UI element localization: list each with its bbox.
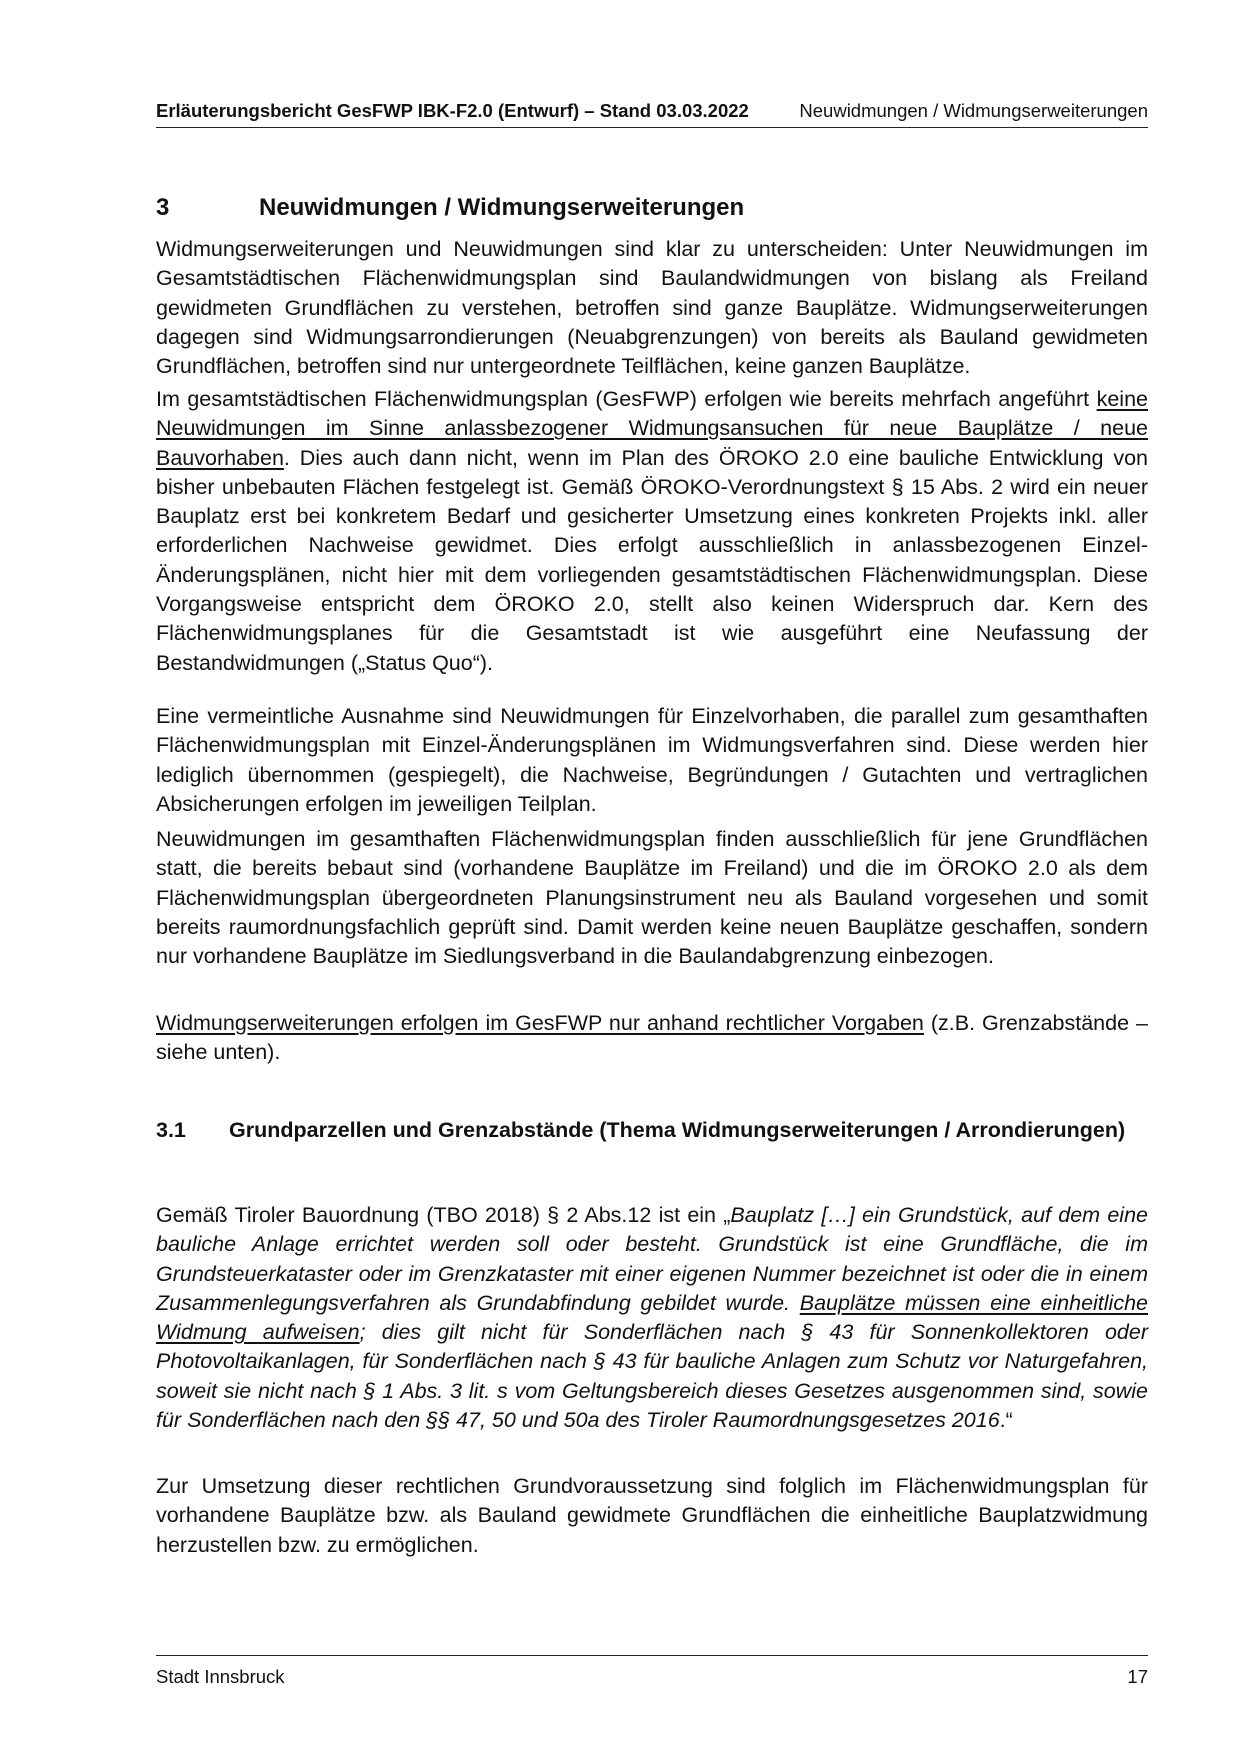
paragraph-legal-quote [156,1201,1148,1435]
quoted-text: ; dies gilt nicht für Sonderflächen nach § 43 für Sonnenkollektoren oder Photovoltaikanlagen, für Sonderflächen nach § 43 für bauliche Anlagen zum Schutz vor Naturgefahren, soweit sie nicht nach § 1 Abs. 3 lit. s vom Geltungsbereich dieses Gesetzes ausgenommen sind, sowie für Sonderflächen nach den §§ 47, 50 und 50a des Tiroler Raumordnungsgesetzes 2016 [156,1320,1149,1433]
page-footer [156,1655,1148,1688]
paragraph-text: Gemäß Tiroler Bauordnung (TBO 2018) § 2 Abs.12 ist ein „ [156,1203,731,1227]
subsection-title: Grundparzellen und Grenzabstände (Thema Widmungserweiterungen / Arrondierungen) [229,1118,1126,1142]
paragraph-text: Eine vermeintliche Ausnahme sind Neuwidmungen für Einzelvorhaben, die parallel zum gesamthaften Flächenwidmungsplan mit Einzel-Änderungsplänen im Widmungsverfahren sind. Diese werden hier lediglich übernommen (gespiegelt), die Nachweise, Begründungen / Gutachten und vertraglichen Absicherungen erfolgen im jeweiligen Teilplan. [156,704,1148,816]
paragraph [156,385,1148,678]
quoted-text: Bauplatz […] ein Grundstück, auf dem eine bauliche Anlage errichtet werden soll oder besteht. Grundstück ist eine Grundfläche, die im Grundsteuerkataster oder im Grenzkataster mit einer eigenen Nummer bezeichnet ist oder die in einem Zusammenlegungsverfahren als Grundabfindung gebildet wurde. [156,1203,1148,1315]
paragraph [156,235,1148,381]
section-title: Neuwidmungen / Widmungserweiterungen [259,194,745,221]
paragraph-text: Widmungserweiterungen und Neuwidmungen sind klar zu unterscheiden: Unter Neuwidmungen im Gesamtstädtischen Flächenwidmungsplan sind Baulandwidmungen von bislang als Freiland gewidmeten Grundflächen zu verstehen, betroffen sind ganze Bauplätze. Widmungserweiterungen dagegen sind Widmungsarrondierungen (Neuabgrenzungen) von bereits als Bauland gewidmeten Grundflächen, betroffen sind nur untergeordnete Teilflächen, keine ganzen Bauplätze. [156,237,1148,379]
paragraph-text: Im gesamtstädtischen Flächenwidmungsplan (GesFWP) erfolgen wie bereits mehrfach angeführt [156,387,1097,411]
paragraph [156,1472,1148,1560]
header-chapter-title: Neuwidmungen / Widmungserweiterungen [799,100,1148,121]
paragraph-text: . Dies auch dann nicht, wenn im Plan des ÖROKO 2.0 eine bauliche Entwicklung von bisher unbebauten Flächen festgelegt ist. Gemäß ÖROKO-Verordnungstext § 15 Abs. 2 wird ein neuer Bauplatz erst bei konkretem Bedarf und gesicherter Umsetzung eines konkreten Projekts inkl. aller erforderlichen Nachweise gewidmet. Dies erfolgt ausschließlich in anlassbezogenen Einzel-Änderungsplänen, nicht hier mit dem vorliegenden gesamtstädtischen Flächenwidmungsplan. Diese Vorgangsweise entspricht dem ÖROKO 2.0, stellt also keinen Widerspruch dar. Kern des Flächenwidmungsplanes für die Gesamtstadt ist wie ausgeführt eine Neufassung der Bestandwidmungen („Status Quo“). [156,445,1148,675]
paragraph-text: .“ [999,1408,1013,1433]
section-heading [156,194,744,222]
underlined-quoted-text: Bauplätze müssen eine einheitliche Widmung aufweisen [156,1290,1148,1345]
subsection-heading [156,1116,1148,1145]
paragraph [156,702,1148,819]
paragraph-text: (z.B. Grenzabstände – siehe unten). [156,1011,1148,1065]
paragraph-text: Zur Umsetzung dieser rechtlichen Grundvoraussetzung sind folglich im Flächenwidmungsplan für vorhandene Bauplätze bzw. als Bauland gewidmete Grundflächen die einheitliche Bauplatzwidmung herzustellen bzw. zu ermöglichen. [156,1474,1148,1557]
footer-organization: Stadt Innsbruck [156,1666,285,1687]
section-number: 3 [156,194,170,221]
underlined-text: Widmungserweiterungen erfolgen im GesFWP nur anhand rechtlicher Vorgaben [156,1011,924,1035]
page-header [156,100,1148,128]
underlined-text: keine Neuwidmungen im Sinne anlassbezogener Widmungsansuchen für neue Bauplätze / neue Bauvorhaben [156,387,1148,470]
paragraph [156,825,1148,971]
subsection-number: 3.1 [156,1118,186,1142]
header-document-title: Erläuterungsbericht GesFWP IBK-F2.0 (Entwurf) – Stand 03.03.2022 [156,100,749,121]
page-number: 17 [1127,1666,1148,1687]
paragraph [156,1009,1148,1068]
paragraph-text: Neuwidmungen im gesamthaften Flächenwidmungsplan finden ausschließlich für jene Grundflächen statt, die bereits bebaut sind (vorhandene Bauplätze im Freiland) und die im ÖROKO 2.0 als dem Flächenwidmungsplan übergeordneten Planungsinstrument neu als Bauland vorgesehen und somit bereits raumordnungsfachlich geprüft sind. Damit werden keine neuen Bauplätze geschaffen, sondern nur vorhandene Bauplätze im Siedlungsverband in die Baulandabgrenzung einbezogen. [156,827,1148,969]
